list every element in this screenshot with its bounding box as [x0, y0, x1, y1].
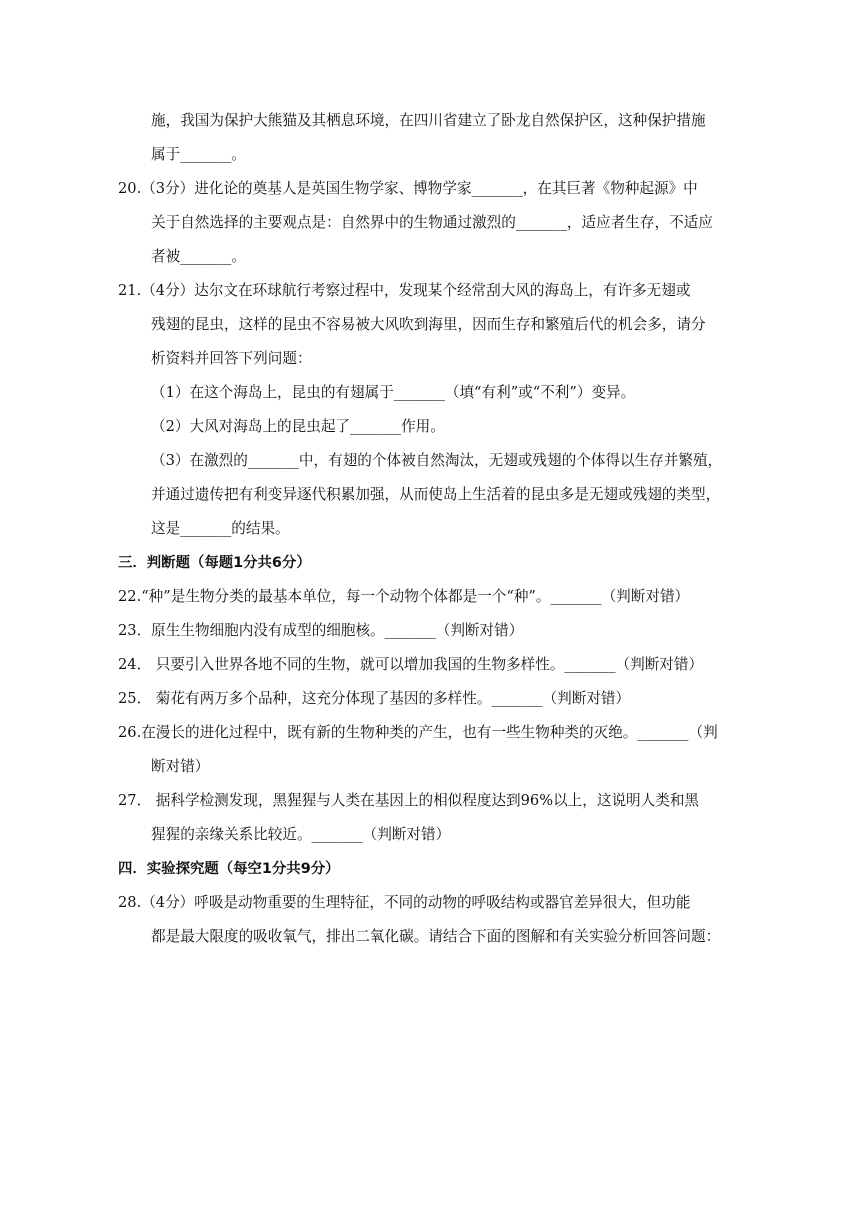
- text-line: 断对错）: [151, 758, 210, 775]
- sub-question-3: （3）在激烈的_______中，有翅的个体被自然淘汰，无翅或残翅的个体得以生存并繁殖，: [151, 452, 723, 469]
- question-20: 20.（3分）进化论的奠基人是英国生物学家、博物学家_______，在其巨著《物种起源》中: [118, 180, 698, 197]
- text-line: 关于自然选择的主要观点是：自然界中的生物通过激烈的_______，适应者生存，不适应: [151, 214, 713, 231]
- text-line: 都是最大限度的吸收氧气，排出二氧化碳。请结合下面的图解和有关实验分析回答问题：: [151, 928, 721, 945]
- text-line: 这是_______的结果。: [151, 520, 290, 537]
- question-23: 23．原生生物细胞内没有成型的细胞核。_______（判断对错）: [118, 622, 524, 639]
- text-line: 者被_______。: [151, 248, 246, 265]
- sub-question-2: （2）大风对海岛上的昆虫起了_______作用。: [151, 418, 445, 435]
- sub-question-1: （1）在这个海岛上，昆虫的有翅属于_______（填“有利”或“不利”）变异。: [151, 384, 636, 401]
- text-line: 残翅的昆虫，这样的昆虫不容易被大风吹到海里，因而生存和繁殖后代的机会多，请分: [151, 316, 706, 333]
- text-line: 析资料并回答下列问题：: [151, 350, 312, 367]
- text-line: 属于_______。: [151, 146, 246, 163]
- text-line: 猩猩的亲缘关系比较近。_______（判断对错）: [151, 826, 451, 843]
- question-28: 28.（4分）呼吸是动物重要的生理特征，不同的动物的呼吸结构或器官差异很大，但功能: [118, 894, 691, 911]
- text-line: 施，我国为保护大熊猫及其栖息环境，在四川省建立了卧龙自然保护区，这种保护措施: [151, 112, 706, 129]
- question-27: 27． 据科学检测发现，黑猩猩与人类在基因上的相似程度达到96%以上，这说明人类和黑: [118, 792, 700, 809]
- text-line: 并通过遗传把有利变异逐代积累加强，从而使岛上生活着的昆虫多是无翅或残翅的类型，: [151, 486, 721, 503]
- question-22: 22.“种”是生物分类的最基本单位，每一个动物个体都是一个“种”。_______（判断对错）: [118, 588, 690, 605]
- question-24: 24． 只要引入世界各地不同的生物，就可以增加我国的生物多样性。_______（判断对错）: [118, 656, 704, 673]
- question-26: 26.在漫长的进化过程中，既有新的生物种类的产生，也有一些生物种类的灭绝。_______（判: [118, 724, 718, 741]
- section-heading-experiment: 四．实验探究题（每空1分共9分）: [118, 861, 340, 877]
- question-25: 25． 菊花有两万多个品种，这充分体现了基因的多样性。_______（判断对错）: [118, 690, 631, 707]
- section-heading-judgment: 三．判断题（每题1分共6分）: [118, 555, 311, 571]
- question-21: 21.（4分）达尔文在环球航行考察过程中，发现某个经常刮大风的海岛上，有许多无翅或: [118, 282, 691, 299]
